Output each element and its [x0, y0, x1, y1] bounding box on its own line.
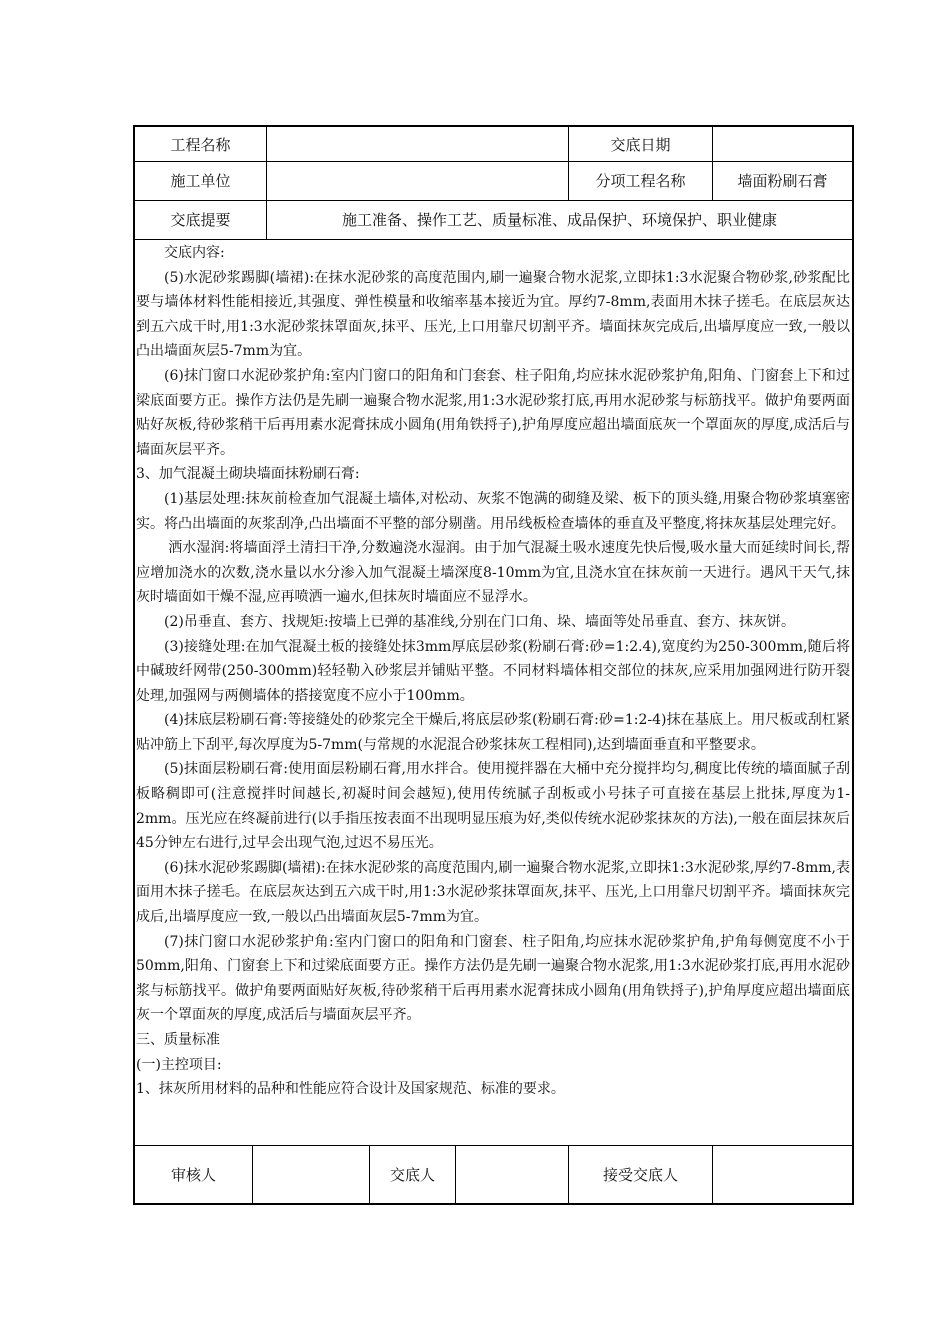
content-title: 交底内容: — [164, 245, 225, 261]
date-field[interactable] — [712, 127, 852, 161]
paragraph: (5)抹面层粉刷石膏:使用面层粉刷石膏,用水拌合。使用搅拌器在大桶中充分搅拌均匀,稠度比传统的墙面腻子刮板略稠即可(注意搅拌时间越长,初凝时间会越短),使用传统腻子刮板或小号抹子可直接在基层上批抹,厚度为1-2mm。压光应在终凝前进行(以手指压按表面不出现明显压痕为好,类似传统水泥砂浆抹灰的方法),一般在面层抹灰后45分钟左右进行,过早会出现气泡,过迟不易压光。 — [136, 761, 850, 852]
disclosure-form — [133, 125, 854, 1205]
header-row-summary — [135, 200, 852, 240]
date-label: 交底日期 — [568, 127, 712, 161]
paragraph: 1、抹灰所用材料的品种和性能应符合设计及国家规范、标准的要求。 — [136, 1081, 565, 1098]
section-heading: 三、质量标准 — [136, 1032, 220, 1048]
paragraph: (7)抹门窗口水泥砂浆护角:室内门窗口的阳角和门窗套、柱子阳角,均应抹水泥砂浆护角,护角每侧宽度不小于50mm,阳角、门窗套上下和过梁底面要方正。操作方法仍是先刷一遍聚合物水泥浆,用1:3水泥砂浆打底,再用水泥砂浆与标筋找平。做护角要两面贴好灰板,待砂浆稍干后再用素水泥膏抹成小圆角(用角铁捋子),护角厚度应超出墙面底灰一个罩面灰的厚度,成活后与墙面灰层平齐。 — [136, 933, 850, 1024]
subproject-value: 墙面粉刷石膏 — [712, 161, 852, 200]
summary-value: 施工准备、操作工艺、质量标准、成品保护、环境保护、职业健康 — [266, 200, 852, 239]
disclosure-content — [135, 239, 852, 1146]
header-row-unit — [135, 161, 852, 201]
summary-label: 交底提要 — [170, 211, 231, 229]
paragraph: 洒水湿润:将墙面浮土清扫干净,分数遍浇水湿润。由于加气混凝土吸水速度先快后慢,吸水量大而延续时间长,帮应增加浇水的次数,浇水量以水分渗入加气混凝土墙深度8-10mm为宜,且浇水宜在抹灰前一天进行。遇风干天气,抹灰时墙面如干燥不湿,应再喷洒一遍水,但抹灰时墙面应不显浮水。 — [136, 540, 850, 606]
unit-label: 施工单位 — [170, 172, 231, 190]
discloser-field[interactable] — [455, 1146, 568, 1203]
paragraph: (6)抹水泥砂浆踢脚(墙裙):在抹水泥砂浆的高度范围内,刷一遍聚合物水泥浆,立即抹1:3水泥砂浆,厚约7-8mm,表面用木抹子搓毛。在底层灰达到五六成干时,用1:3水泥砂浆抹罩面灰,抹平、压光,上口用靠尺切割平齐。墙面抹灰完成后,出墙厚度应一致,一般以凸出墙面灰层5-7mm为宜。 — [136, 859, 850, 926]
project-name-field[interactable] — [266, 127, 568, 161]
receiver-label: 接受交底人 — [568, 1146, 712, 1203]
receiver-field[interactable] — [712, 1146, 852, 1203]
section-heading: 3、加气混凝土砌块墙面抹粉刷石膏: — [136, 466, 360, 483]
reviewer-label: 审核人 — [170, 1166, 216, 1184]
paragraph: (6)抹门窗口水泥砂浆护角:室内门窗口的阳角和门套套、柱子阳角,均应抹水泥砂浆护角,阳角、门窗套上下和过梁底面要方正。操作方法仍是先刷一遍聚合物水泥浆,用1:3水泥砂浆打底,再用水泥砂浆与标筋找平。做护角要两面贴好灰板,待砂浆稍干后再用素水泥膏抹成小圆角(用角铁捋子),护角厚度应超出墙面底灰一个罩面灰的厚度,成活后与墙面灰层平齐。 — [136, 367, 850, 458]
reviewer-field[interactable] — [252, 1146, 369, 1203]
subproject-label: 分项工程名称 — [568, 161, 712, 200]
paragraph: (1)基层处理:抹灰前检查加气混凝土墙体,对松动、灰浆不饱满的砌缝及梁、板下的顶头缝,用聚合物砂浆填塞密实。将凸出墙面的灰浆刮净,凸出墙面不平整的部分剔凿。用吊线板检查墙体的垂直及平整度,将抹灰基层处理完好。 — [136, 490, 850, 532]
unit-field[interactable] — [266, 161, 568, 200]
header-row-project — [135, 127, 852, 162]
subsection-heading: (一)主控项目: — [136, 1056, 222, 1073]
paragraph: (4)抹底层粉刷石膏:等接缝处的砂浆完全干燥后,将底层砂浆(粉刷石膏:砂=1:2-4)抹在基底上。用尺板或刮杠紧贴冲筋上下刮平,每次厚度为5-7mm(与常规的水泥混合砂浆抹灰工程相同),达到墙面垂直和平整要求。 — [136, 712, 850, 753]
discloser-label: 交底人 — [369, 1146, 455, 1203]
paragraph: (5)水泥砂浆踢脚(墙裙):在抹水泥砂浆的高度范围内,刷一遍聚合物水泥浆,立即抹1:3水泥聚合物砂浆,砂浆配比要与墙体材料性能相接近,其强度、弹性模量和收缩率基本接近为宜。厚约7-8mm,表面用木抹子搓毛。在底层灰达到五六成干时,用1:3水泥砂浆抹罩面灰,抹平、压光,上口用靠尺切割平齐。墙面抹灰完成后,出墙厚度应一致,一般以凸出墙面灰层5-7mm为宜。 — [136, 269, 850, 360]
project-name-label: 工程名称 — [170, 135, 231, 154]
paragraph: (2)吊垂直、套方、找规矩:按墙上已弹的基准线,分别在门口角、垛、墙面等处吊垂直、套方、抹灰饼。 — [164, 613, 795, 630]
signature-row — [135, 1146, 852, 1203]
paragraph: (3)接缝处理:在加气混凝土板的接缝处抹3mm厚底层砂浆(粉刷石膏:砂=1:2.4),宽度约为250-300mm,随后将中碱玻纤网带(250-300mm)轻轻勒入砂浆层并铺贴平整。不同材料墙体相交部位的抹灰,应采用加强网进行防开裂处理,加强网与两侧墙体的搭接宽度不应小于100mm。 — [136, 638, 850, 704]
